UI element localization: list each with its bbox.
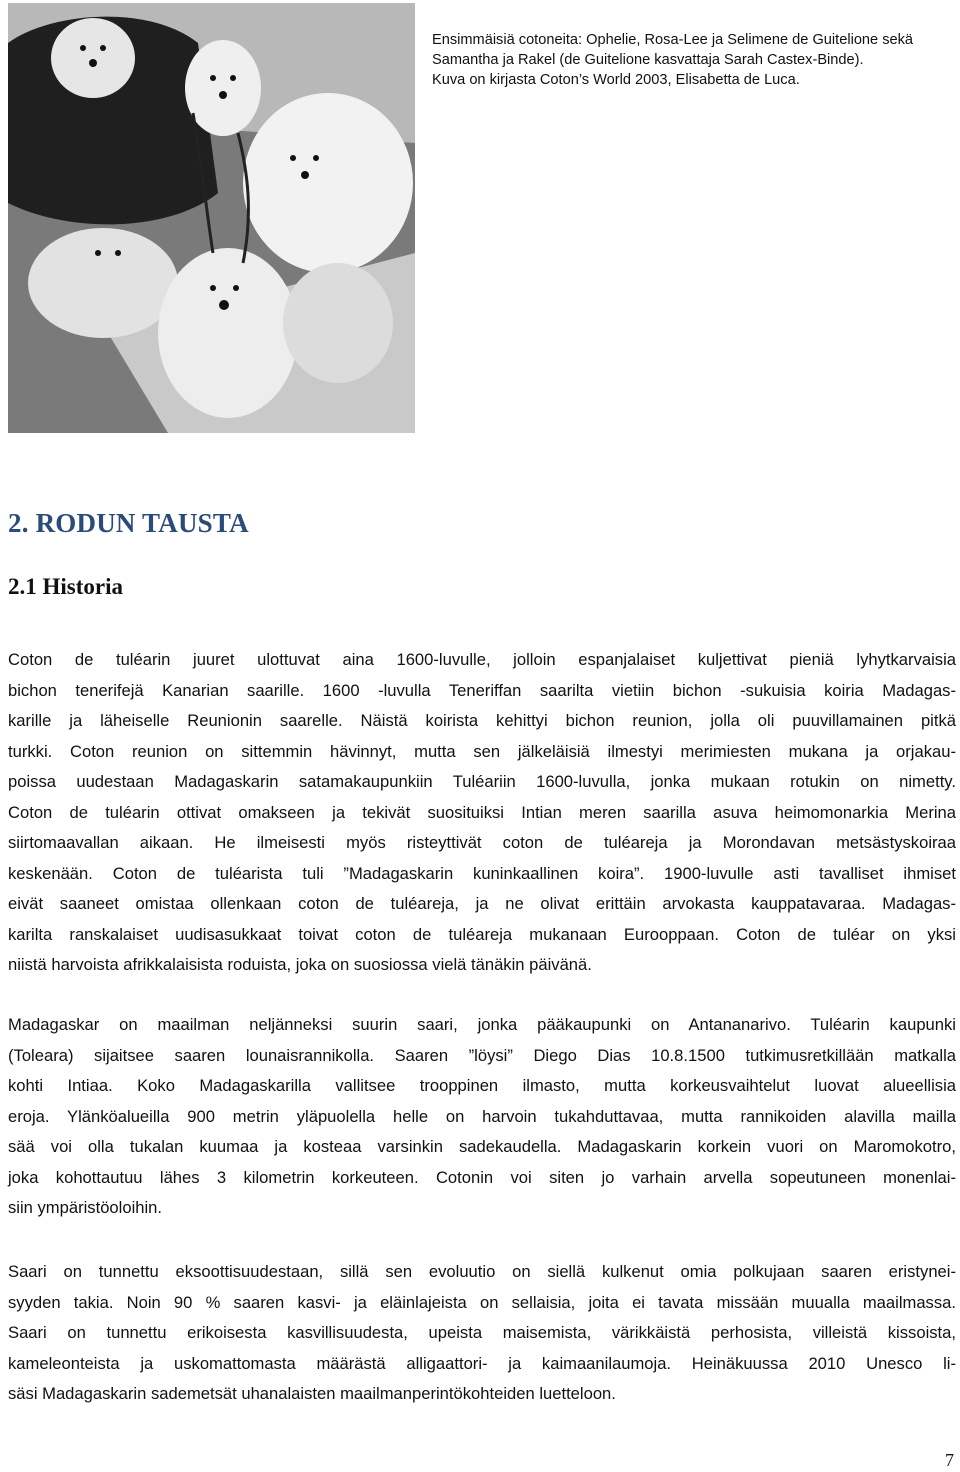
text-line: Coton de tuléarin ottivat omakseen ja tekivät suosituiksi Intian meren saarilla asuva heimomonarkia Merina (8, 802, 956, 822)
text-line: (Toleara) sijaitsee saaren lounaisrannikolla. Saaren ”löysi” Diego Dias 10.8.1500 tutkimusretkillään matkalla (8, 1045, 956, 1065)
photo-caption (432, 30, 957, 90)
text-line: siin ympäristöoloihin. (8, 1198, 163, 1217)
text-line: niistä harvoista afrikkalaisista roduista, joka on suosiossa vielä tänäkin päivänä. (8, 955, 592, 974)
text-line: sää voi olla tukalan kuumaa ja kosteaa varsinkin sadekaudella. Madagaskarin korkein vuori on Maromokotro, (8, 1137, 956, 1156)
text-line: Saari on tunnettu eksoottisuudestaan, sillä sen evoluutio on siellä kulkenut omia polkujaan saaren eristynei- (8, 1262, 956, 1281)
text-line: syyden takia. Noin 90 % saaren kasvi- ja eläinlajeista on sellaisia, joita ei tavata missään muualla maailmassa. (8, 1292, 956, 1312)
section-heading: 2. RODUN TAUSTA (8, 508, 249, 538)
text-line: kameleonteista ja uskomattomasta määrästä alligaattori- ja kaimaanilaumoja. Heinäkuussa 2010 Unesco li- (8, 1353, 956, 1373)
text-line: Coton de tuléarin juuret ulottuvat aina 1600-luvulle, jolloin espanjalaiset kuljettivat pieniä lyhytkarvaisia (8, 650, 956, 669)
text-line: kohti Intiaa. Koko Madagaskarilla vallitsee trooppinen ilmasto, mutta korkeusvaihtelut luovat alueellisia (8, 1076, 956, 1095)
text-line: Madagaskar on maailman neljänneksi suurin saari, jonka pääkaupunki on Antananarivo. Tuléarin kaupunki (8, 1015, 956, 1034)
text-line: karilta ranskalaiset uudisasukkaat toivat coton de tuléareja mukanaan Eurooppaan. Coton de tuléar on yksi (8, 924, 956, 944)
text-line: keskenään. Coton de tuléarista tuli ”Madagaskarin kuninkaallinen koira”. 1900-luvulle asti tavalliset ihmiset (8, 863, 956, 883)
text-line: poissa uudestaan Madagaskarin satamakaupunkiin Tuléariin 1600-luvulla, jonka mukaan rotukin on nimetty. (8, 772, 956, 791)
text-line: siirtomaavallan aikaan. He ilmeisesti myös risteyttivät coton de tuléareja ja Morondavan metsästyskoiraa (8, 833, 956, 852)
page-number: 7 (945, 1450, 954, 1470)
paragraph-history (8, 645, 956, 981)
text-line: joka kohottautuu lähes 3 kilometrin korkeuteen. Cotonin voi siten jo varhain arvella sopeutuneen monenlai- (8, 1167, 956, 1187)
caption-line: Kuva on kirjasta Coton’s World 2003, Elisabetta de Luca. (432, 72, 800, 88)
text-line: karille ja läheiselle Reunionin saarelle. Näistä koirista kehittyi bichon reunion, jolla oli puuvillamainen pitkä (8, 711, 956, 730)
caption-line: Samantha ja Rakel (de Guitelione kasvattaja Sarah Castex-Binde). (432, 52, 864, 68)
text-line: Saari on tunnettu erikoisesta kasvillisuudesta, upeista maisemista, värikkäistä perhosista, villeistä kissoista, (8, 1323, 956, 1342)
caption-line: Ensimmäisiä cotoneita: Ophelie, Rosa-Lee ja Selimene de Guitelione sekä (432, 32, 914, 48)
text-line: säsi Madagaskarin sademetsät uhanalaisten maailmanperintökohteiden luetteloon. (8, 1384, 616, 1403)
text-line: eroja. Ylänköalueilla 900 metrin yläpuolella helle on harvoin tukahduttavaa, mutta rannikoiden alavilla mailla (8, 1106, 956, 1126)
paragraph-madagascar (8, 1010, 956, 1224)
text-line: turkki. Coton reunion on sittemmin hävinnyt, mutta sen jälkeläisiä ilmestyi merimiesten mukana ja orjakau- (8, 741, 956, 761)
dogs-photo (8, 3, 415, 433)
dogs-photo-illustration (8, 3, 415, 433)
text-line: bichon tenerifejä Kanarian saarille. 1600 -luvulla Teneriffan saarilta vietiin bichon -sukuisia koiria Madagas- (8, 680, 956, 700)
paragraph-island (8, 1257, 956, 1410)
subsection-heading: 2.1 Historia (8, 574, 123, 599)
text-line: eivät saaneet omistaa ollenkaan coton de tuléareja, ja ne olivat erittäin arvokasta kauppatavaraa. Madagas- (8, 894, 956, 913)
